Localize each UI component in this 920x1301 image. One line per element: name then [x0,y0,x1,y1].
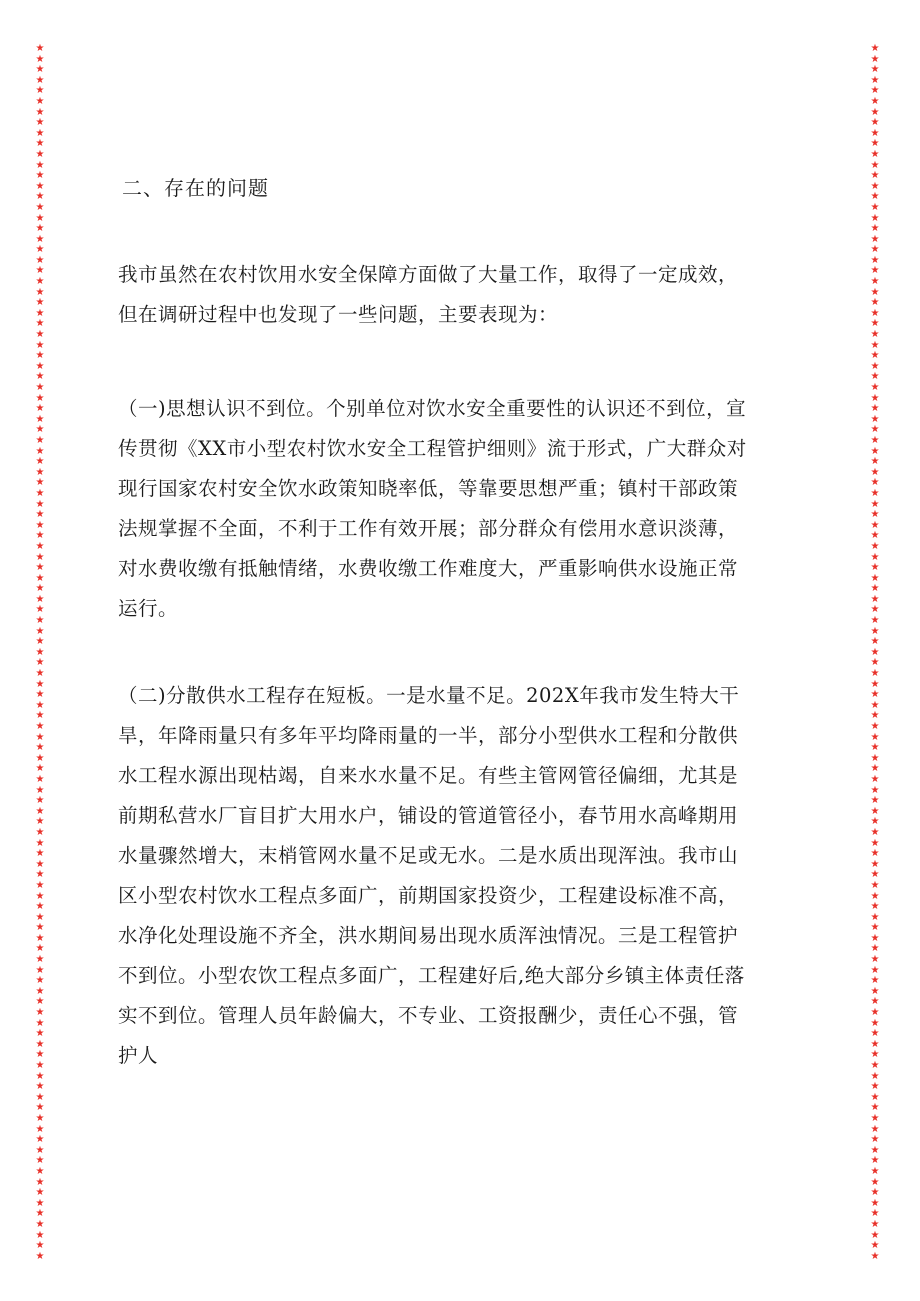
paragraph-line: 现行国家农村安全饮水政策知晓率低，等靠要思想严重；镇村干部政策 [118,477,739,500]
paragraph-line: 法规掌握不全面，不利于工作有效开展；部分群众有偿用水意识淡薄， [118,517,739,540]
paragraph-line: 实不到位。管理人员年龄偏大，不专业、工资报酬少，责任心不强，管 [118,1004,739,1027]
paragraph-line: 对水费收缴有抵触情绪，水费收缴工作难度大，严重影响供水设施正常 [118,557,739,580]
paragraph-line: 前期私营水厂盲目扩大用水户，铺设的管道管径小，春节用水高峰期用 [118,804,739,827]
paragraph-line: 区小型农村饮水工程点多面广，前期国家投资少，工程建设标准不高， [118,884,739,907]
paragraph-line: （二)分散供水工程存在短板。一是水量不足。202X年我市发生特大干 [118,684,740,707]
paragraph-line: 不到位。小型农饮工程点多面广，工程建好后,绝大部分乡镇主体责任落 [118,964,745,987]
paragraph-line: 水工程水源出现枯竭，自来水水量不足。有些主管网管径偏细，尤其是 [118,764,739,787]
paragraph-ideology [118,389,808,629]
paragraph-line: 水量骤然增大，末梢管网水量不足或无水。二是水质出现浑浊。我市山 [118,844,739,867]
right-star-border: ★ ★ ★ ★ ★ ★ ★ ★ ★ ★ ★ ★ ★ ★ ★ ★ ★ ★ ★ ★ ★ ★ ★ ★ ★ ★ ★ ★ ★ ★ ★ ★ ★ ★ ★ ★ ★ ★ ★ ★ ★ ★ ★ ★ ★ ★ ★ ★ ★ ★ ★ ★ ★ ★ ★ ★ ★ ★ ★ ★ ★ ★ ★ ★ ★ ★ ★ ★ ★ ★ ★ ★ ★ ★ ★ ★ ★ ★ ★ ★ ★ ★ ★ ★ ★ ★ ★ ★ ★ ★ ★ ★ ★ ★ ★ ★ ★ ★ ★ ★ ★ ★ ★ ★ ★ ★ ★ ★ ★ ★ ★ ★ ★ ★ ★ [870,43,880,1262]
paragraph-water-supply [118,676,808,1076]
paragraph-line: 护人 [118,1044,159,1067]
paragraph-line: 水净化处理设施不齐全，洪水期间易出现水质浑浊情况。三是工程管护 [118,924,739,947]
section-title: 二、存在的问题 [122,176,269,200]
paragraph-intro [118,255,808,335]
paragraph-line: 旱，年降雨量只有多年平均降雨量的一半，部分小型供水工程和分散供 [118,724,739,747]
left-star-border: ★ ★ ★ ★ ★ ★ ★ ★ ★ ★ ★ ★ ★ ★ ★ ★ ★ ★ ★ ★ ★ ★ ★ ★ ★ ★ ★ ★ ★ ★ ★ ★ ★ ★ ★ ★ ★ ★ ★ ★ ★ ★ ★ ★ ★ ★ ★ ★ ★ ★ ★ ★ ★ ★ ★ ★ ★ ★ ★ ★ ★ ★ ★ ★ ★ ★ ★ ★ ★ ★ ★ ★ ★ ★ ★ ★ ★ ★ ★ ★ ★ ★ ★ ★ ★ ★ ★ ★ ★ ★ ★ ★ ★ ★ ★ ★ ★ ★ ★ ★ ★ ★ ★ ★ ★ ★ ★ ★ ★ ★ ★ ★ ★ ★ ★ [35,43,45,1262]
paragraph-line: 但在调研过程中也发现了一些问题，主要表现为： [118,303,559,326]
paragraph-line: 我市虽然在农村饮用水安全保障方面做了大量工作，取得了一定成效， [118,263,739,286]
paragraph-line: 运行。 [118,597,179,620]
paragraph-line: （一)思想认识不到位。个别单位对饮水安全重要性的认识还不到位，宣 [118,397,747,420]
paragraph-line: 传贯彻《XX市小型农村饮水安全工程管护细则》流于形式，广大群众对 [118,437,747,460]
